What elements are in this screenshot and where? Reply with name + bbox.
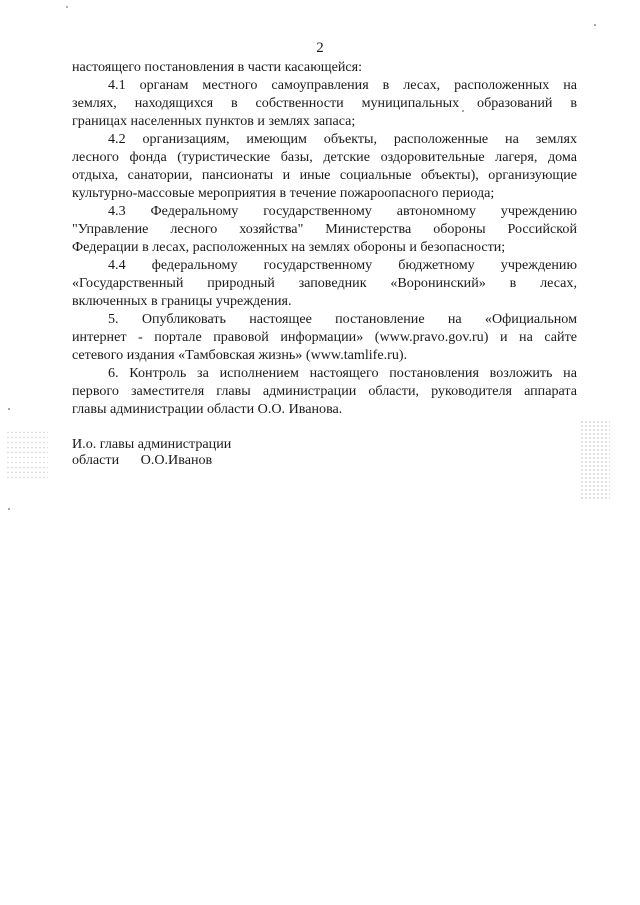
signature-position-region: области xyxy=(72,452,120,468)
scan-speck xyxy=(8,408,10,410)
paragraph-item-5 xyxy=(72,310,577,364)
scan-noise-left xyxy=(6,430,48,480)
text-line: 5. Опубликовать настоящее постановление на «Официальном xyxy=(108,311,577,327)
text-line: 4.2 организациям, имеющим объекты, расположенные на землях xyxy=(108,131,577,147)
text-line: настоящего постановления в части касающейся: xyxy=(72,59,363,75)
signatory-name: О.О.Иванов xyxy=(140,452,213,468)
text-line: Федерации в лесах, расположенных на землях обороны и безопасности; xyxy=(72,239,506,255)
text-line: сетевого издания «Тамбовская жизнь» (www.tamlife.ru). xyxy=(72,347,408,363)
signature-block xyxy=(72,436,231,468)
text-line: землях, находящихся в собственности муниципальных образований в xyxy=(72,95,577,111)
signature-line xyxy=(72,452,231,468)
text-line: 4.3 Федеральному государственному автономному учреждению xyxy=(108,203,577,219)
text-line: границах населенных пунктов и землях запаса; xyxy=(72,113,356,129)
paragraph-item-4-3 xyxy=(72,202,577,256)
signature-position: И.о. главы администрации xyxy=(72,436,232,452)
text-line: включенных в границы учреждения. xyxy=(72,293,292,309)
text-line: лесного фонда (туристические базы, детские оздоровительные лагеря, дома xyxy=(72,149,577,165)
document-body xyxy=(72,58,577,418)
scan-speck xyxy=(8,508,10,510)
text-line: главы администрации области О.О. Иванова. xyxy=(72,401,343,417)
paragraph-item-4-2 xyxy=(72,130,577,202)
paragraph-intro xyxy=(72,58,577,76)
text-line: «Государственный природный заповедник «Воронинский» в лесах, xyxy=(72,275,577,291)
text-line: интернет - портале правовой информации» (www.pravo.gov.ru) и на сайте xyxy=(72,329,577,345)
paragraph-item-4-4 xyxy=(72,256,577,310)
scan-noise-right xyxy=(580,420,610,500)
text-line: отдыха, санатории, пансионаты и иные социальные объекты), организующие xyxy=(72,167,577,183)
page-number: 2 xyxy=(316,40,324,56)
paragraph-item-6 xyxy=(72,364,577,418)
scan-speck xyxy=(66,6,68,8)
paragraph-item-4-1 xyxy=(72,76,577,130)
text-line: культурно-массовые мероприятия в течение пожароопасного периода; xyxy=(72,185,495,201)
scan-speck xyxy=(594,24,596,26)
text-line: 6. Контроль за исполнением настоящего постановления возложить на xyxy=(108,365,577,381)
text-line: "Управление лесного хозяйства" Министерства обороны Российской xyxy=(72,221,577,237)
text-line: первого заместителя главы администрации области, руководителя аппарата xyxy=(72,383,577,399)
text-line: 4.1 органам местного самоуправления в лесах, расположенных на xyxy=(108,77,577,93)
text-line: 4.4 федеральному государственному бюджетному учреждению xyxy=(108,257,577,273)
